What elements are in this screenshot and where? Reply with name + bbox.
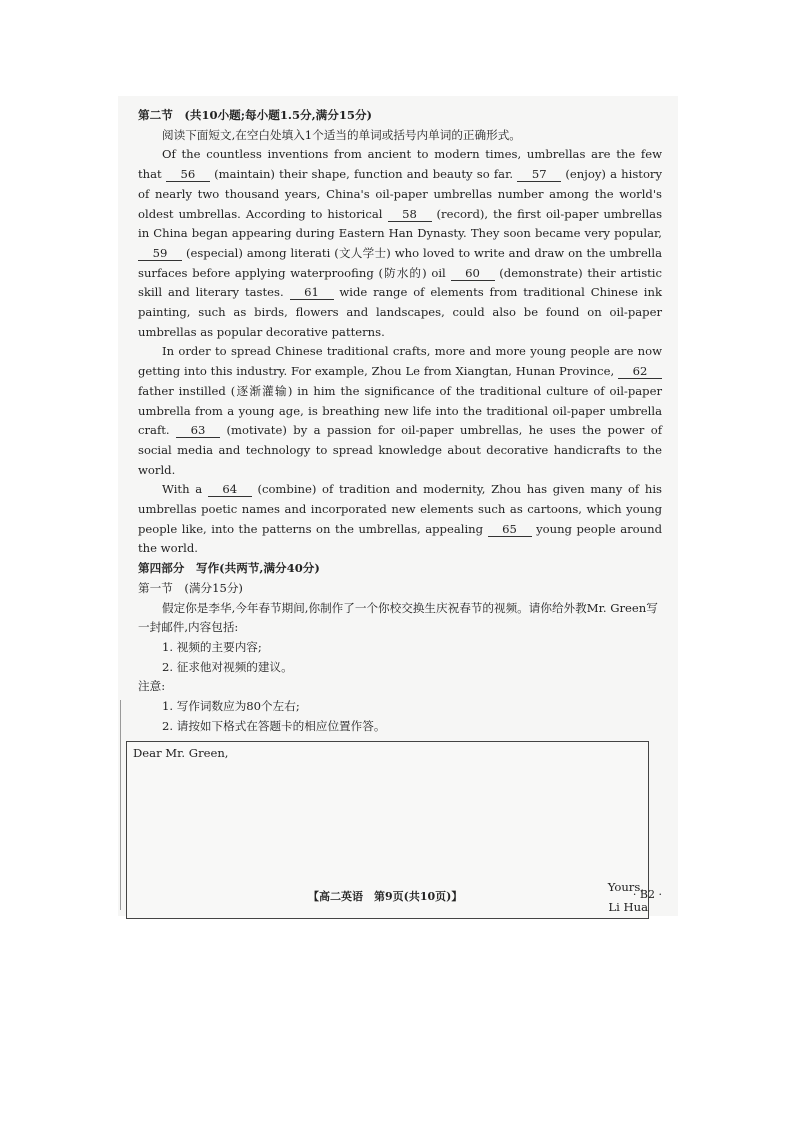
p1-text-f: (especial) among literati (文人学士) who loved to write and draw on the umbrella surfaces before applying waterproofing (防水的) oil	[138, 245, 663, 280]
p2-text-c: (motivate) by a passion for oil-paper umbrellas, he uses the power of social media and technology to spread knowledge about decorative handicrafts to the world.	[138, 423, 662, 477]
part4-section1-title: 第一节 (满分15分)	[138, 580, 243, 595]
writing-prompt: 假定你是李华,今年春节期间,你制作了一个你校交换生庆祝春节的视频。请你给外教Mr. Green写一封邮件,内容包括:	[138, 600, 658, 635]
p2-text-a: In order to spread Chinese traditional crafts, more and more young people are now getting into this industry. For example, Zhou Le from Xiangtan, Hunan Province,	[138, 344, 662, 379]
scan-edge-line	[120, 700, 121, 910]
passage-paragraph-2	[138, 342, 662, 480]
blank-64[interactable]: 64	[208, 482, 252, 497]
note-item-1: 1. 写作词数应为80个左右;	[162, 699, 300, 714]
section2-instruction: 阅读下面短文,在空白处填入1个适当的单词或括号内单词的正确形式。	[162, 127, 521, 142]
prompt-item-1: 1. 视频的主要内容;	[162, 639, 262, 654]
p1-text-h: wide range of elements from traditional Chinese ink painting, such as birds, flowers and landscapes, could also be found on oil-paper umbrellas as popular decorative patterns.	[138, 285, 662, 339]
p1-text-c: (maintain) their shape, function and beauty so far.	[214, 167, 514, 182]
p3-text-a: With a	[162, 482, 203, 497]
part4-title: 第四部分 写作(共两节,满分40分)	[138, 561, 320, 576]
p1-text-d: (enjoy) a history of nearly two thousand years, China's oil-paper umbrellas number among the world's oldest umbrellas. According to historical	[138, 167, 663, 221]
footer-code: · B2 ·	[632, 888, 662, 901]
note-item-2: 2. 请按如下格式在答题卡的相应位置作答。	[162, 718, 386, 733]
blank-56[interactable]: 56	[166, 167, 210, 182]
blank-65[interactable]: 65	[488, 522, 532, 537]
notes-label: 注意:	[138, 679, 166, 694]
p2-text-b: father instilled (逐渐灌输) in him the significance of the traditional culture of oil-paper umbrella from a young age, is breathing new life into the traditional oil-paper umbrella craft.	[138, 383, 662, 438]
letter-closing: Yours,	[607, 879, 644, 894]
blank-60[interactable]: 60	[451, 266, 495, 281]
exam-content	[133, 106, 663, 919]
passage-paragraph-1	[138, 145, 662, 342]
blank-63[interactable]: 63	[176, 423, 220, 438]
p1-text-e: (record), the first oil-paper umbrellas in China began appearing during Eastern Han Dynasty. They soon became very popular,	[138, 206, 663, 241]
blank-59[interactable]: 59	[138, 246, 182, 261]
p3-text-c: young people around the world.	[138, 521, 663, 556]
letter-signature: Li Hua	[608, 899, 648, 914]
letter-greeting: Dear Mr. Green,	[133, 745, 229, 760]
blank-57[interactable]: 57	[517, 167, 561, 182]
footer-page-info: 【高二英语 第9页(共10页)】	[308, 890, 463, 903]
blank-62[interactable]: 62	[618, 364, 662, 379]
blank-58[interactable]: 58	[388, 207, 432, 222]
p1-text-a: Of the countless inventions from ancient to modern times, umbrellas are the few that	[138, 147, 662, 182]
p1-text-g: (demonstrate) their artistic skill and literary tastes.	[138, 265, 663, 300]
prompt-item-2: 2. 征求他对视频的建议。	[162, 659, 293, 674]
passage-paragraph-3	[138, 480, 662, 559]
section2-title: 第二节 (共10小题;每小题1.5分,满分15分)	[138, 108, 373, 122]
blank-61[interactable]: 61	[290, 285, 334, 300]
p3-text-b: (combine) of tradition and modernity, Zhou has given many of his umbrellas poetic names and incorporated new elements such as cartoons, which young people like, into the patterns on the umbrellas, appealing	[138, 482, 663, 536]
